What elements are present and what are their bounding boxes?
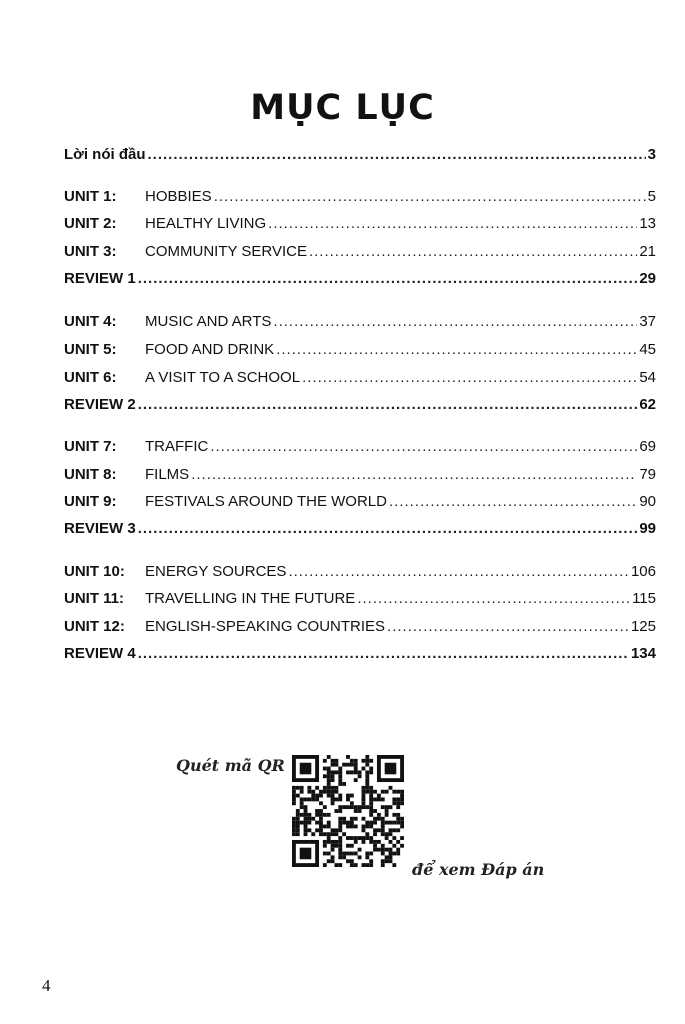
toc-entry-label: UNIT 6: bbox=[64, 369, 117, 386]
toc-entry[interactable] bbox=[64, 396, 656, 418]
toc-entry-label: UNIT 11: bbox=[64, 590, 125, 607]
dot-leader bbox=[389, 493, 637, 510]
qr-caption-before: Quét mã QR bbox=[176, 756, 285, 775]
dot-leader bbox=[214, 188, 646, 205]
toc-entry[interactable] bbox=[64, 313, 656, 335]
toc-entry-label: UNIT 8: bbox=[64, 466, 117, 483]
toc-entry-title: FOOD AND DRINK bbox=[145, 341, 275, 358]
toc-entry[interactable] bbox=[64, 645, 656, 667]
toc-entry[interactable] bbox=[64, 438, 656, 460]
toc-entry-page: 79 bbox=[639, 466, 656, 483]
toc-entry-title: FESTIVALS AROUND THE WORLD bbox=[145, 493, 387, 510]
toc-entry[interactable] bbox=[64, 590, 656, 612]
toc-entry-page: 125 bbox=[630, 618, 656, 635]
toc-entry-page: 29 bbox=[639, 270, 656, 287]
qr-code-icon[interactable] bbox=[292, 755, 404, 867]
toc-entry-label: REVIEW 1 bbox=[64, 270, 136, 287]
toc-entry-title: COMMUNITY SERVICE bbox=[145, 243, 307, 260]
dot-leader bbox=[138, 270, 638, 287]
toc-entry-label: REVIEW 3 bbox=[64, 520, 136, 537]
toc-entry-title: TRAFFIC bbox=[145, 438, 209, 455]
toc-entry[interactable] bbox=[64, 520, 656, 542]
toc-entry-page: 37 bbox=[639, 313, 656, 330]
dot-leader bbox=[288, 563, 629, 580]
toc-entry[interactable] bbox=[64, 618, 656, 640]
toc-entry[interactable] bbox=[64, 341, 656, 363]
toc-entry-label: UNIT 9: bbox=[64, 493, 117, 510]
toc-entry-title: MUSIC AND ARTS bbox=[145, 313, 272, 330]
toc-entry-title: HEALTHY LIVING bbox=[145, 215, 267, 232]
toc-entry-title: A VISIT TO A SCHOOL bbox=[145, 369, 301, 386]
toc-entry-label: Lời nói đầu bbox=[64, 146, 146, 163]
toc-entry-page: 62 bbox=[639, 396, 656, 413]
dot-leader bbox=[138, 645, 629, 662]
toc-entry-page: 21 bbox=[639, 243, 656, 260]
toc-entry-label: UNIT 12: bbox=[64, 618, 125, 635]
toc-entry-title: ENERGY SOURCES bbox=[145, 563, 287, 580]
toc-entry-page: 90 bbox=[639, 493, 656, 510]
dot-leader bbox=[210, 438, 637, 455]
toc-title: MỤC LỤC bbox=[250, 88, 435, 128]
toc-entry[interactable] bbox=[64, 146, 656, 168]
dot-leader bbox=[138, 520, 638, 537]
qr-caption-after: để xem Đáp án bbox=[412, 860, 545, 879]
dot-leader bbox=[138, 396, 638, 413]
toc-entry-label: UNIT 1: bbox=[64, 188, 117, 205]
toc-entry[interactable] bbox=[64, 215, 656, 237]
dot-leader bbox=[148, 146, 646, 163]
toc-entry-page: 69 bbox=[639, 438, 656, 455]
toc-entry-page: 99 bbox=[639, 520, 656, 537]
toc-entry-page: 106 bbox=[630, 563, 656, 580]
toc-entry-page: 54 bbox=[639, 369, 656, 386]
toc-entry-page: 115 bbox=[632, 590, 656, 607]
toc-entry-label: UNIT 2: bbox=[64, 215, 117, 232]
toc-entry-label: REVIEW 4 bbox=[64, 645, 136, 662]
toc-entry-page: 13 bbox=[639, 215, 656, 232]
toc-entry-page: 45 bbox=[639, 341, 656, 358]
toc-entry-title: TRAVELLING IN THE FUTURE bbox=[145, 590, 356, 607]
dot-leader bbox=[302, 369, 637, 386]
dot-leader bbox=[357, 590, 630, 607]
toc-entry-label: UNIT 5: bbox=[64, 341, 117, 358]
toc-entry[interactable] bbox=[64, 369, 656, 391]
dot-leader bbox=[191, 466, 637, 483]
toc-entry-label: REVIEW 2 bbox=[64, 396, 136, 413]
toc-entry-page: 134 bbox=[630, 645, 656, 662]
toc-entry[interactable] bbox=[64, 270, 656, 292]
dot-leader bbox=[273, 313, 637, 330]
toc-entry-label: UNIT 10: bbox=[64, 563, 125, 580]
toc-entry[interactable] bbox=[64, 188, 656, 210]
dot-leader bbox=[276, 341, 637, 358]
toc-entry-label: UNIT 4: bbox=[64, 313, 117, 330]
toc-entry-title: FILMS bbox=[145, 466, 190, 483]
dot-leader bbox=[268, 215, 637, 232]
dot-leader bbox=[387, 618, 629, 635]
toc-entry-label: UNIT 7: bbox=[64, 438, 117, 455]
toc-entry-title: HOBBIES bbox=[145, 188, 212, 205]
toc-entry-page: 5 bbox=[647, 188, 656, 205]
toc-entry[interactable] bbox=[64, 466, 656, 488]
toc-entry-page: 3 bbox=[647, 146, 656, 163]
toc-entry[interactable] bbox=[64, 493, 656, 515]
toc-entry-label: UNIT 3: bbox=[64, 243, 117, 260]
dot-leader bbox=[309, 243, 637, 260]
page-number: 4 bbox=[42, 976, 51, 995]
toc-entry[interactable] bbox=[64, 243, 656, 265]
toc-entry[interactable] bbox=[64, 563, 656, 585]
toc-entry-title: ENGLISH-SPEAKING COUNTRIES bbox=[145, 618, 386, 635]
